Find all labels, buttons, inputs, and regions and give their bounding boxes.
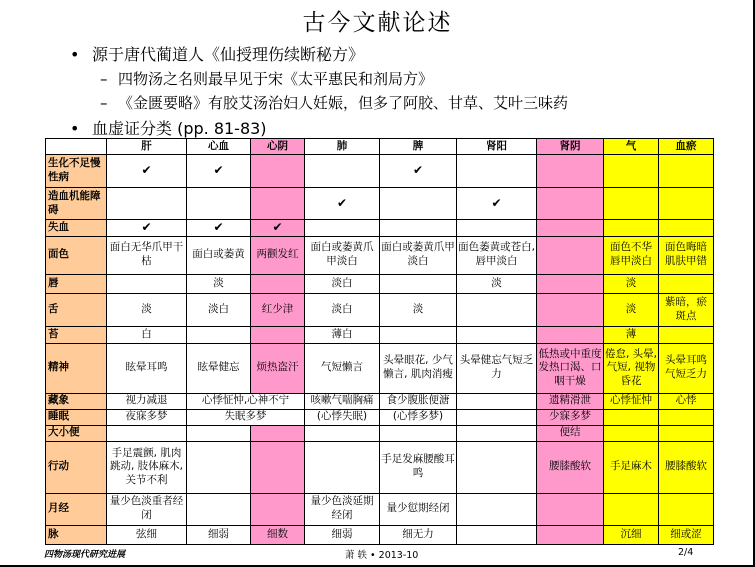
table-cell <box>457 326 537 343</box>
row-header: 造血机能障碍 <box>46 188 107 220</box>
table-cell: 夜寐多梦 <box>107 409 187 425</box>
table-cell: 细数 <box>251 525 305 544</box>
table-cell <box>380 326 457 343</box>
table-cell <box>604 493 659 525</box>
table-cell <box>187 493 251 525</box>
row-header: 藏象 <box>46 393 107 409</box>
row-header: 舌 <box>46 293 107 326</box>
col-header: 肾阳 <box>457 139 537 155</box>
table-cell: 心悸怔忡,心神不宁 <box>187 393 305 409</box>
table-cell <box>457 493 537 525</box>
table-cell <box>187 188 251 220</box>
table-cell <box>305 155 380 188</box>
dash-icon: – <box>100 94 108 112</box>
sub-bullet-jiaoai <box>100 92 568 113</box>
table-row <box>46 220 714 237</box>
table-row <box>46 274 714 293</box>
table-cell: 淡白 <box>187 293 251 326</box>
table-cell <box>305 220 380 237</box>
table-cell <box>187 326 251 343</box>
footer-page-number: 2/4 <box>678 547 694 558</box>
table-cell: 失眠多梦 <box>187 409 305 425</box>
table-cell: 咳嗽气喘胸痛 <box>305 393 380 409</box>
row-header: 睡眠 <box>46 409 107 425</box>
table-cell: 视力减退 <box>107 393 187 409</box>
check-icon: ✔ <box>187 220 251 237</box>
table-cell <box>604 409 659 425</box>
table-cell <box>604 220 659 237</box>
table-cell <box>187 425 251 441</box>
table-cell <box>537 493 604 525</box>
table-cell <box>537 326 604 343</box>
table-row <box>46 293 714 326</box>
table-row <box>46 441 714 493</box>
table-cell: 烦热盗汗 <box>251 343 305 393</box>
footer-left: 四物汤现代研究进展 <box>44 550 126 560</box>
table-cell: 头晕健忘气短乏力 <box>457 343 537 393</box>
row-header: 失血 <box>46 220 107 237</box>
header-corner <box>46 139 107 155</box>
table-cell: 眩晕健忘 <box>187 343 251 393</box>
table-cell: 头晕眼花, 少气懒言, 肌肉消瘦 <box>380 343 457 393</box>
table-cell: 淡 <box>457 274 537 293</box>
table-cell: 细弱 <box>187 525 251 544</box>
table-cell <box>305 425 380 441</box>
table-cell: 量少愆期经闭 <box>380 493 457 525</box>
table-cell: 便结 <box>537 425 604 441</box>
table-cell <box>380 274 457 293</box>
table-row <box>46 425 714 441</box>
table-cell <box>659 409 714 425</box>
table-cell: 淡白 <box>305 274 380 293</box>
table-row <box>46 343 714 393</box>
col-header: 血瘀 <box>659 139 714 155</box>
table-cell: 倦怠, 头晕, 气短, 视物昏花 <box>604 343 659 393</box>
table-cell <box>659 326 714 343</box>
table-cell: 头晕耳鸣气短乏力 <box>659 343 714 393</box>
table-cell: 红少津 <box>251 293 305 326</box>
table-cell <box>457 525 537 544</box>
table-cell <box>251 155 305 188</box>
table-cell: 手足麻木 <box>604 441 659 493</box>
table-cell <box>537 293 604 326</box>
table-cell: 低热或中重度发热口渴、口咽干燥 <box>537 343 604 393</box>
table-cell <box>604 155 659 188</box>
table-header-row <box>46 139 714 155</box>
col-header: 心阴 <box>251 139 305 155</box>
table-cell <box>380 220 457 237</box>
table-row <box>46 155 714 188</box>
table-cell: 气短懒言 <box>305 343 380 393</box>
sub-bullet-name-origin-text: 四物汤之名则最早见于宋《太平惠民和剂局方》 <box>118 70 434 88</box>
table-row <box>46 493 714 525</box>
table-cell <box>659 493 714 525</box>
table-cell: 淡 <box>187 274 251 293</box>
table-cell: 心悸 <box>659 393 714 409</box>
table-row <box>46 236 714 274</box>
table-row <box>46 188 714 220</box>
bullet-origin <box>70 42 364 65</box>
table-row <box>46 326 714 343</box>
table-cell: 淡 <box>604 293 659 326</box>
table-cell: 量少色淡重者经闭 <box>107 493 187 525</box>
table-cell <box>659 220 714 237</box>
bullet-classification <box>70 116 267 139</box>
table-cell: 面白或萎黄 <box>187 236 251 274</box>
table-cell <box>457 155 537 188</box>
row-header: 唇 <box>46 274 107 293</box>
table-cell <box>457 393 537 409</box>
table-cell <box>251 441 305 493</box>
table-cell: 腰膝酸软 <box>659 441 714 493</box>
table-cell: 细弱 <box>305 525 380 544</box>
table-cell: 薄白 <box>305 326 380 343</box>
table-cell: 淡白 <box>305 293 380 326</box>
table-cell <box>457 293 537 326</box>
table-row <box>46 409 714 425</box>
table-cell <box>107 188 187 220</box>
row-header: 生化不足慢性病 <box>46 155 107 188</box>
table-cell: 少寐多梦 <box>537 409 604 425</box>
table-cell: 腰膝酸软 <box>537 441 604 493</box>
check-icon: ✔ <box>380 155 457 188</box>
table-cell: (心悸多梦) <box>380 409 457 425</box>
table-cell <box>251 493 305 525</box>
table-cell: 弦细 <box>107 525 187 544</box>
table-cell <box>305 441 380 493</box>
table-cell: 细无力 <box>380 525 457 544</box>
row-header: 月经 <box>46 493 107 525</box>
table-cell <box>659 155 714 188</box>
table-cell: (心悸失眠) <box>305 409 380 425</box>
check-icon: ✔ <box>107 155 187 188</box>
table-cell <box>537 220 604 237</box>
check-icon: ✔ <box>251 220 305 237</box>
table-cell: 心悸怔忡 <box>604 393 659 409</box>
row-header: 行动 <box>46 441 107 493</box>
check-icon: ✔ <box>187 155 251 188</box>
table-cell: 面色晦暗肌肤甲错 <box>659 236 714 274</box>
col-header: 气 <box>604 139 659 155</box>
table-cell: 淡 <box>107 293 187 326</box>
slide-title: 古今文献论述 <box>302 10 453 36</box>
table-cell: 淡 <box>604 274 659 293</box>
row-header: 大小便 <box>46 425 107 441</box>
table-cell: 面色不华唇甲淡白 <box>604 236 659 274</box>
row-header: 脉 <box>46 525 107 544</box>
table-cell: 薄 <box>604 326 659 343</box>
table-cell <box>457 409 537 425</box>
row-header: 面色 <box>46 236 107 274</box>
table-row <box>46 393 714 409</box>
check-icon: ✔ <box>107 220 187 237</box>
table-row <box>46 525 714 544</box>
table-cell <box>659 274 714 293</box>
col-header: 肺 <box>305 139 380 155</box>
bullet-dot-icon: • <box>70 119 80 138</box>
table-cell <box>251 326 305 343</box>
table-cell <box>251 274 305 293</box>
blood-deficiency-table <box>45 138 714 545</box>
table-cell: 细或涩 <box>659 525 714 544</box>
table-cell: 食少腹胀便溏 <box>380 393 457 409</box>
table-cell <box>187 441 251 493</box>
table-cell <box>380 425 457 441</box>
table-cell <box>537 236 604 274</box>
table-cell: 量少色淡延期经闭 <box>305 493 380 525</box>
footer-center: 萧 轶 • 2013-10 <box>345 550 419 561</box>
table-cell <box>537 155 604 188</box>
check-icon: ✔ <box>305 188 380 220</box>
table-cell <box>537 525 604 544</box>
table-cell <box>659 188 714 220</box>
col-header: 肾阴 <box>537 139 604 155</box>
bullet-dot-icon: • <box>70 45 80 64</box>
table-cell <box>537 274 604 293</box>
table-cell: 遗精滑泄 <box>537 393 604 409</box>
table-cell <box>457 425 537 441</box>
bullet-origin-text: 源于唐代蔺道人《仙授理伤续断秘方》 <box>92 45 365 64</box>
table-cell: 紫暗，瘀斑点 <box>659 293 714 326</box>
table-cell <box>107 274 187 293</box>
table-cell: 沉细 <box>604 525 659 544</box>
table-cell: 淡 <box>380 293 457 326</box>
table-cell <box>251 425 305 441</box>
table-cell <box>659 425 714 441</box>
table-cell: 面白无华爪甲干枯 <box>107 236 187 274</box>
table-cell <box>380 188 457 220</box>
table-cell <box>107 425 187 441</box>
row-header: 苔 <box>46 326 107 343</box>
table-cell: 手足发麻腰酸耳鸣 <box>380 441 457 493</box>
sub-bullet-jiaoai-text: 《金匮要略》有胶艾汤治妇人妊娠，但多了阿胶、甘草、艾叶三味药 <box>118 94 569 112</box>
table-cell: 眩晕耳鸣 <box>107 343 187 393</box>
sub-bullet-name-origin <box>100 68 433 89</box>
table-cell: 面白或萎黄爪甲淡白 <box>380 236 457 274</box>
dash-icon: – <box>100 70 108 88</box>
table-cell <box>537 188 604 220</box>
bullet-classification-text: 血虚证分类 (pp. 81-83) <box>92 119 267 138</box>
table-cell <box>251 188 305 220</box>
table-cell: 面白或萎黄爪甲淡白 <box>305 236 380 274</box>
table-cell <box>604 188 659 220</box>
table-cell: 手足震颤, 肌肉跳动, 肢体麻木, 关节不利 <box>107 441 187 493</box>
table-cell: 面色萎黄或苍白,唇甲淡白 <box>457 236 537 274</box>
table-cell: 白 <box>107 326 187 343</box>
table-cell <box>604 425 659 441</box>
table-cell: 两颧发红 <box>251 236 305 274</box>
table-cell <box>457 441 537 493</box>
col-header: 心血 <box>187 139 251 155</box>
col-header: 脾 <box>380 139 457 155</box>
check-icon: ✔ <box>457 188 537 220</box>
col-header: 肝 <box>107 139 187 155</box>
table-cell <box>457 220 537 237</box>
row-header: 精神 <box>46 343 107 393</box>
